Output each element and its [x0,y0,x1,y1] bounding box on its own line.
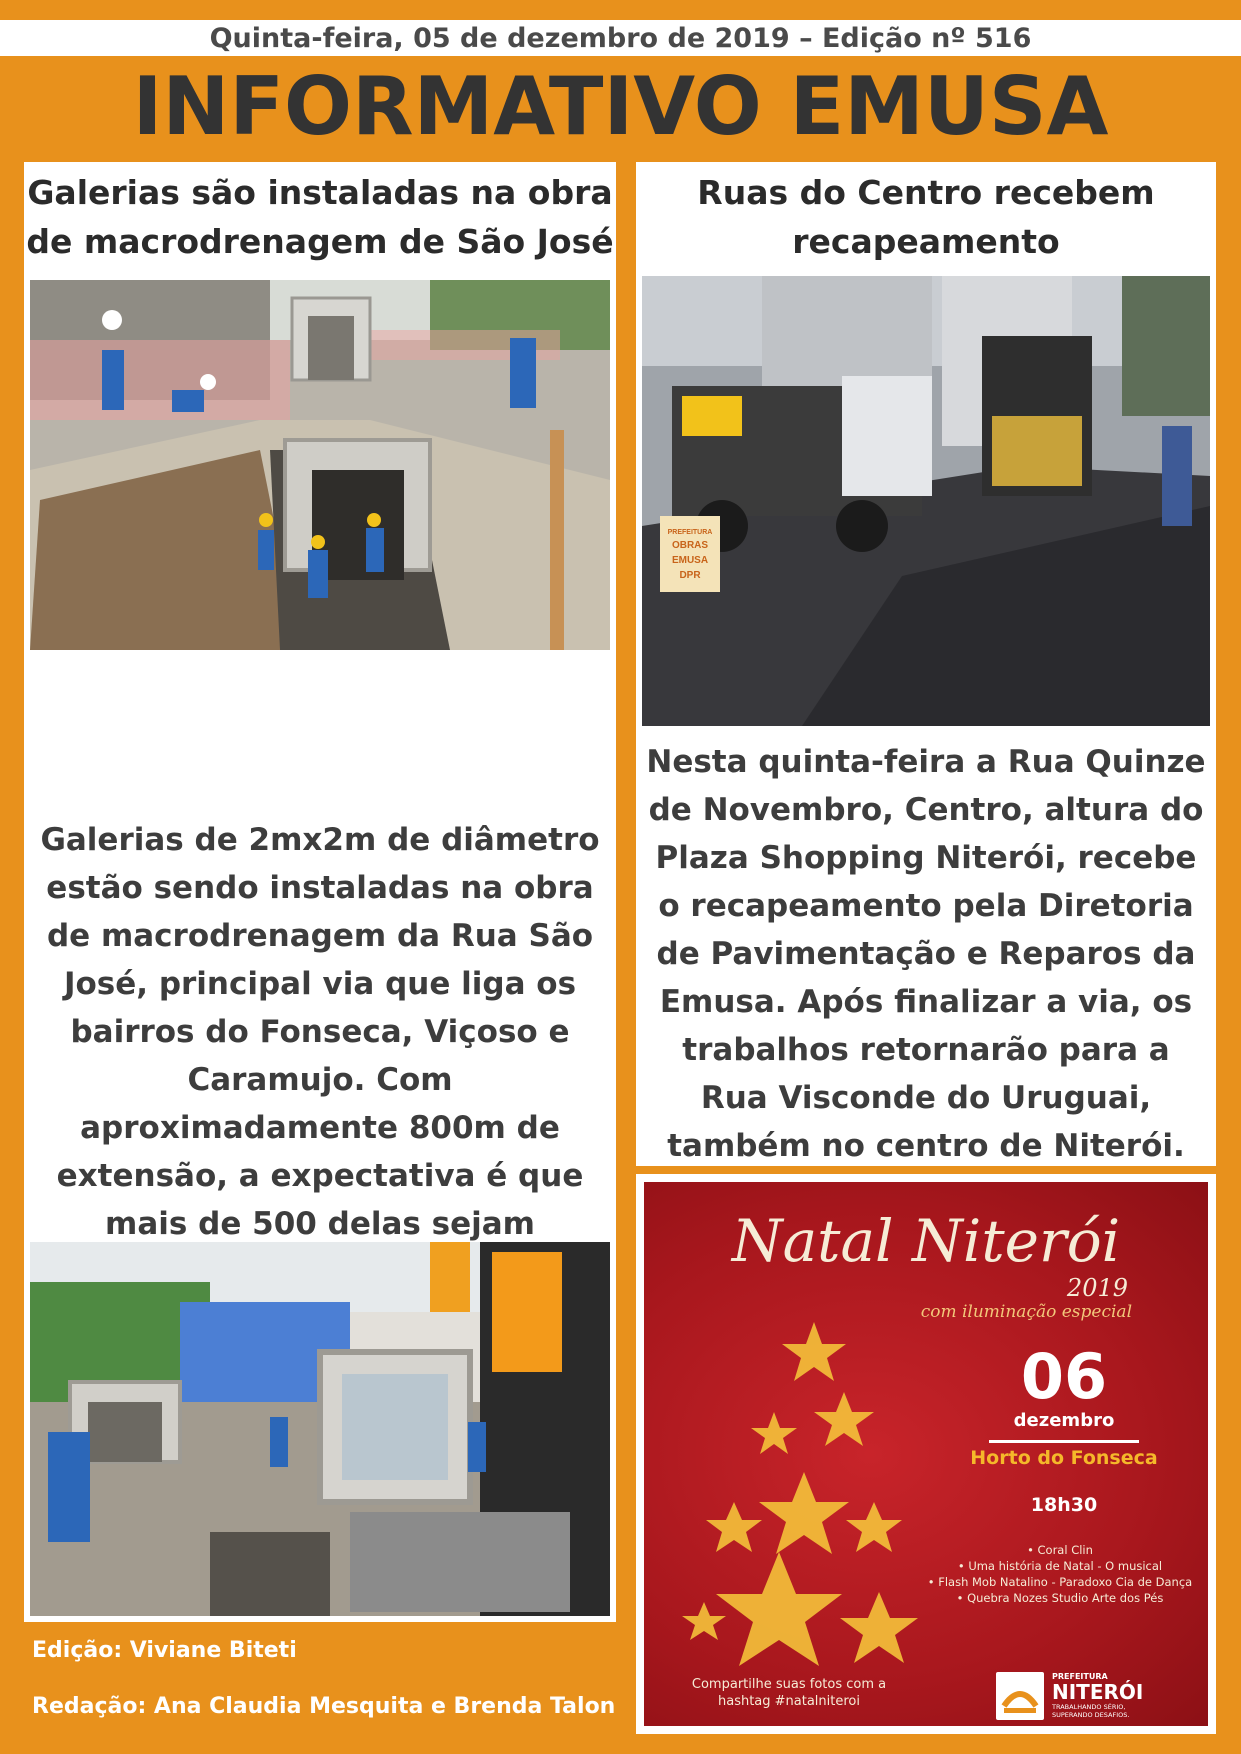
credit-editor: Edição: Viviane Biteti [32,1638,297,1663]
sign-line-obras: OBRAS [671,540,709,551]
right-article-headline: Ruas do Centro recebem recapeamento [697,173,1155,261]
sign-line-emusa: EMUSA [671,555,709,566]
left-article-body: Galerias de 2mx2m de diâmetro estão sendo instaladas na obra de macrodrenagem da Rua São José, principal via que liga os bairros do Fonseca, Viçoso e Caramujo. Com aproximadamente 800m de extensão, a expectativa é que mais de 500 delas sejam [40,822,600,1242]
gallery-lift-photo [30,1242,610,1616]
sign-line-prefeitura: PREFEITURA [667,529,713,536]
event-program [920,1542,1200,1606]
program-item: • Quebra Nozes Studio Arte dos Pés [956,1591,1164,1605]
natal-year: 2019 [1066,1274,1128,1302]
natal-title: Natal Niterói [731,1207,1121,1275]
natal-niteroi-ad [636,1174,1216,1734]
galleries-construction-photo [30,280,610,650]
logo-prefeitura-label: PREFEITURA [1052,1672,1108,1681]
event-time: 18h30 [1030,1494,1098,1516]
divider [989,1440,1139,1443]
natal-subtitle: com iluminação especial [920,1302,1132,1322]
program-item: • Flash Mob Natalino - Paradoxo Cia de Dança [927,1575,1193,1589]
dateline: Quinta-feira, 05 de dezembro de 2019 – Edição nº 516 [0,20,1241,56]
event-day: 06 [1020,1340,1108,1413]
logo-tagline: TRABALHANDO SÉRIO, SUPERANDO DESAFIOS. [1052,1703,1130,1719]
logo-niteroi-name: NITERÓI [1052,1680,1144,1704]
left-article [24,162,616,1622]
right-article-body: Nesta quinta-feira a Rua Quinze de Novembro, Centro, altura do Plaza Shopping Niterói, recebe o recapeamento pela Diretoria de Pavimentação e Reparos da Emusa. Após finalizar a via, os trabalhos retornarão para a Rua Visconde do Uruguai, também no centro de Niterói. [646,744,1206,1164]
event-month: dezembro [1013,1410,1115,1431]
program-item: • Uma história de Natal - O musical [957,1559,1163,1573]
niteroi-logo-icon [996,1672,1044,1720]
right-article [636,162,1216,1166]
resurfacing-street-photo [642,276,1210,726]
prefeitura-niteroi-logo [996,1672,1186,1720]
natal-poster [644,1182,1208,1726]
credit-writers: Redação: Ana Claudia Mesquita e Brenda Talon [32,1694,616,1719]
event-place: Horto do Fonseca [970,1447,1158,1469]
sign-line-dpr: DPR [679,570,701,581]
program-item: • Coral Clin [1027,1543,1093,1557]
left-article-headline: Galerias são instaladas na obra de macrodrenagem de São José [26,173,614,261]
masthead-title: INFORMATIVO EMUSA [132,60,1109,153]
hashtag-note: Compartilhe suas fotos com a hashtag #natalniteroi [691,1677,887,1709]
